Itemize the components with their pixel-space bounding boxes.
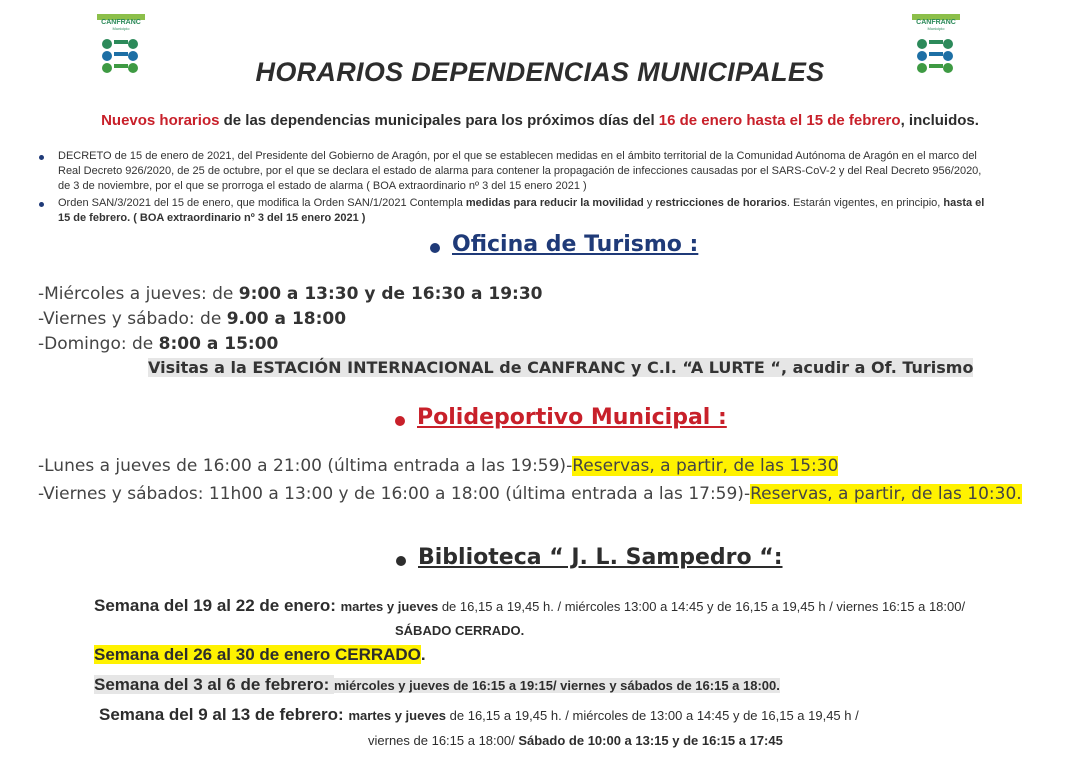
turismo-line <box>38 334 278 354</box>
bullet-icon <box>39 202 44 207</box>
line-text: -Miércoles a jueves: de <box>38 284 239 304</box>
week-hours: de 16,15 a 19,45 h. / miércoles de 13:00 a 14:45 y de 16,15 a 19,45 h / <box>446 708 859 723</box>
biblioteca-heading: Biblioteca “ J. L. Sampedro “: <box>418 545 783 570</box>
intro-end: , incluidos. <box>900 112 979 129</box>
intro-line <box>0 112 1080 129</box>
order-text <box>58 196 1058 226</box>
line-hours: 8:00 a 15:00 <box>158 334 279 354</box>
turismo-visitas: Visitas a la ESTACIÓN INTERNACIONAL de CANFRANC y C.I. “A LURTE “, acudir a Of. Turismo <box>148 358 974 377</box>
bullet-icon <box>396 556 406 566</box>
order-bold: hasta el <box>943 197 985 209</box>
decree-text <box>58 149 1058 194</box>
line-reserva: Reservas, a partir, de las 10:30. <box>750 484 1022 504</box>
week-closed-label: Semana del 26 al 30 de enero CERRADO <box>94 645 421 664</box>
order-part: Orden SAN/3/2021 del 15 de enero, que modifica la Orden SAN/1/2021 Contempla <box>58 197 466 209</box>
line-hours: 9.00 a 18:00 <box>226 309 347 329</box>
week-hours: miércoles y jueves de 16:15 a 19:15/ viernes y sábados de 16:15 a 18:00. <box>333 678 780 693</box>
order-bold: medidas para reducir la movilidad <box>465 197 644 209</box>
week-hours: de 16,15 a 19,45 h. / miércoles 13:00 a 14:45 y de 16,15 a 19,45 h / viernes 16:15 a 18:00/ <box>438 599 966 614</box>
biblioteca-week <box>94 645 426 665</box>
intro-highlight: Nuevos horarios <box>101 112 220 129</box>
line-text: -Viernes y sábados: 11h00 a 13:00 y de 16:00 a 18:00 (última entrada a las 17:59)- <box>38 484 751 504</box>
week-saturday: Sábado de 10:00 a 13:15 y de 16:15 a 17:45 <box>518 733 783 748</box>
bullet-icon <box>430 243 440 253</box>
line-text: -Lunes a jueves de 16:00 a 21:00 (última entrada a las 19:59)- <box>38 456 573 476</box>
biblioteca-week-note <box>368 732 783 750</box>
week-label: Semana del 3 al 6 de febrero: <box>94 675 334 694</box>
polideportivo-heading: Polideportivo Municipal : <box>417 405 727 430</box>
week-days: martes y jueves <box>348 708 447 723</box>
bullet-icon <box>395 416 405 426</box>
week-days: martes y jueves <box>340 599 439 614</box>
page-title: HORARIOS DEPENDENCIAS MUNICIPALES <box>255 57 825 87</box>
decree-line: DECRETO de 15 de enero de 2021, del Presidente del Gobierno de Aragón, por el que se establecen medidas en el ámbito territorial de la Comunidad Autónoma de Aragón en el marco del <box>58 150 977 162</box>
logo-subtext: Municipio <box>927 26 945 31</box>
polideportivo-line <box>38 484 1022 504</box>
order-part: y <box>643 197 656 209</box>
logo-subtext: Municipio <box>112 26 130 31</box>
biblioteca-week <box>99 705 859 725</box>
line-reserva: Reservas, a partir, de las 15:30 <box>572 456 839 476</box>
intro-dates: 16 de enero hasta el 15 de febrero <box>658 112 901 129</box>
line-text: -Domingo: de <box>38 334 159 354</box>
line-hours: 9:00 a 13:30 y de 16:30 a 19:30 <box>238 284 543 304</box>
order-part: . Estarán vigentes, en principio, <box>786 197 944 209</box>
logo-text: CANFRANC <box>916 19 956 26</box>
week-label: Semana del 19 al 22 de enero: <box>94 596 341 615</box>
order-bold: restricciones de horarios <box>655 197 787 209</box>
bullet-icon <box>39 155 44 160</box>
turismo-line <box>38 309 346 329</box>
intro-text: de las dependencias municipales para los próximos días del <box>219 112 659 129</box>
decree-line: Real Decreto 926/2020, de 25 de octubre, por el que se declara el estado de alarma para contener la propagación de infecciones causadas por el SARS-CoV-2 y del Real Decreto 956/2020, <box>58 165 982 177</box>
biblioteca-week <box>94 596 965 616</box>
turismo-heading: Oficina de Turismo : <box>452 232 699 257</box>
week-hours: viernes de 16:15 a 18:00/ <box>368 733 519 748</box>
logo-text: CANFRANC <box>101 19 141 26</box>
biblioteca-week <box>94 675 780 695</box>
week-dot: . <box>420 645 426 664</box>
polideportivo-line <box>38 456 838 476</box>
line-text: -Viernes y sábado: de <box>38 309 227 329</box>
turismo-line <box>38 284 543 304</box>
order-line2: 15 de febrero. ( BOA extraordinario nº 3 del 15 enero 2021 ) <box>58 212 366 224</box>
decree-line: de 3 de noviembre, por el que se prorroga el estado de alarma ( BOA extraordinario nº 3 del 15 enero 2021 ) <box>58 180 587 192</box>
week-label: Semana del 9 al 13 de febrero: <box>99 705 349 724</box>
week-closed: SÁBADO CERRADO. <box>395 623 525 638</box>
biblioteca-week-note <box>395 622 524 640</box>
